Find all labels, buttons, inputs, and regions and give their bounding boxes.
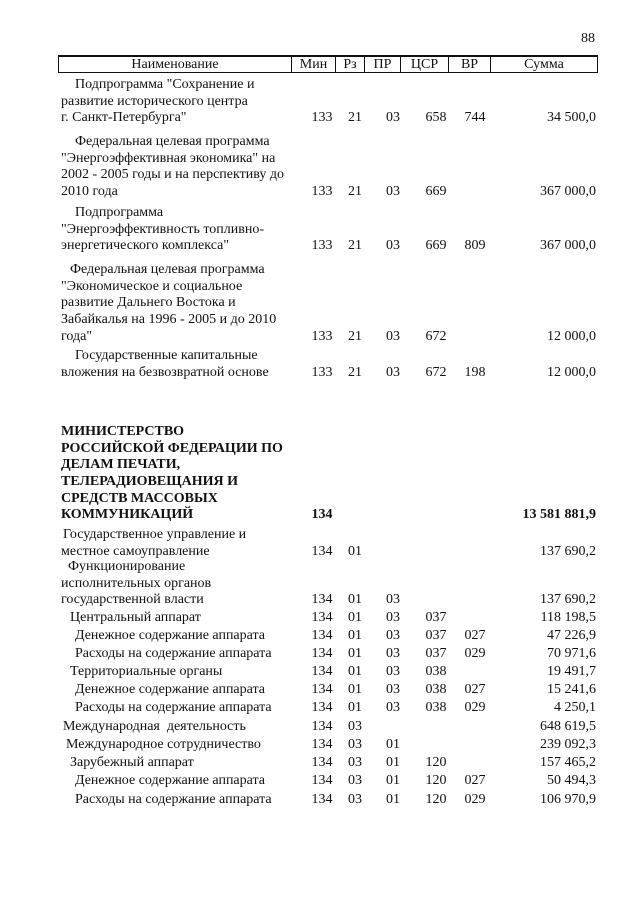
cell-min: 133 (311, 328, 333, 344)
cell-min: 134 (311, 507, 333, 523)
row-name-line: Государственное управление и (63, 527, 247, 542)
cell-sum: 367 000,0 (540, 184, 596, 200)
cell-min: 133 (311, 238, 333, 254)
row-name-line: энергетического комплекса" (61, 238, 230, 254)
row-name-line: Федеральная целевая программа (75, 134, 270, 149)
cell-vr: 198 (464, 364, 486, 380)
cell-rz: 01 (348, 682, 362, 697)
cell-csr: 038 (425, 682, 447, 697)
cell-sum: 4 250,1 (554, 700, 596, 715)
cell-pr: 01 (386, 792, 400, 807)
cell-pr: 03 (386, 184, 400, 200)
cell-rz: 03 (348, 792, 362, 807)
row-name-line: государственной власти (61, 592, 204, 608)
cell-pr: 03 (386, 364, 400, 380)
cell-sum: 12 000,0 (547, 328, 596, 344)
row-name (61, 646, 293, 663)
table-row (0, 262, 640, 345)
cell-pr: 03 (386, 592, 400, 608)
row-name-line: "Энергоэффективная экономика" на (61, 150, 276, 166)
row-name-line: Расходы на содержание аппарата (75, 646, 272, 661)
cell-csr: 672 (425, 364, 447, 380)
header-pr: ПР (364, 57, 400, 72)
cell-min: 134 (311, 700, 333, 715)
row-name-line: Территориальные органы (70, 664, 223, 679)
row-name-line: КОММУНИКАЦИЙ (61, 507, 194, 523)
row-name-line: 2002 - 2005 годы и на перспективу до (61, 167, 284, 183)
row-name (61, 527, 293, 560)
cell-sum: 118 198,5 (540, 610, 596, 625)
cell-pr: 01 (386, 773, 400, 788)
header-sum: Сумма (490, 57, 597, 72)
cell-rz: 01 (348, 700, 362, 715)
row-name-line: Расходы на содержание аппарата (75, 700, 272, 715)
row-name-line: Центральный аппарат (70, 610, 201, 625)
cell-sum: 19 491,7 (547, 664, 596, 679)
cell-pr: 03 (386, 328, 400, 344)
cell-rz: 21 (348, 328, 362, 344)
table-row (0, 773, 640, 790)
cell-rz: 03 (348, 773, 362, 788)
cell-csr: 120 (425, 773, 447, 788)
table-row (0, 792, 640, 809)
cell-pr: 03 (386, 610, 400, 625)
row-name (61, 77, 293, 127)
row-name-line: Функционирование (68, 559, 186, 574)
cell-pr: 03 (386, 700, 400, 715)
row-name (61, 424, 293, 524)
row-name-line: Подпрограмма "Сохранение и (75, 77, 255, 92)
row-name (61, 700, 293, 717)
cell-rz: 03 (348, 755, 362, 770)
cell-min: 134 (311, 682, 333, 697)
header-csr: ЦСР (400, 57, 448, 72)
cell-min: 134 (311, 543, 333, 559)
cell-csr: 120 (425, 792, 447, 807)
cell-csr: 037 (425, 628, 447, 643)
cell-rz: 21 (348, 184, 362, 200)
cell-min: 133 (311, 110, 333, 126)
cell-min: 134 (311, 592, 333, 608)
table-row (0, 700, 640, 717)
cell-rz: 21 (348, 364, 362, 380)
row-name-line: 2010 года (61, 184, 118, 200)
cell-sum: 50 494,3 (547, 773, 596, 788)
cell-sum: 137 690,2 (540, 592, 596, 608)
cell-min: 134 (311, 755, 333, 770)
table-row (0, 205, 640, 255)
row-name (61, 737, 293, 754)
cell-vr: 027 (464, 628, 486, 643)
row-name-line: РОССИЙСКОЙ ФЕДЕРАЦИИ ПО (61, 440, 283, 456)
cell-min: 133 (311, 184, 333, 200)
cell-csr: 120 (425, 755, 447, 770)
row-name-line: "Энергоэффективность топливно- (61, 221, 264, 237)
row-name-line: Денежное содержание аппарата (75, 773, 266, 788)
cell-sum: 367 000,0 (540, 238, 596, 254)
cell-sum: 106 970,9 (540, 792, 596, 807)
cell-rz: 03 (348, 719, 362, 734)
table-row (0, 559, 640, 609)
cell-pr: 03 (386, 238, 400, 254)
cell-csr: 037 (425, 610, 447, 625)
table-row (0, 664, 640, 681)
row-name (61, 628, 293, 645)
cell-sum: 34 500,0 (547, 110, 596, 126)
row-name (61, 773, 293, 790)
table-row (0, 737, 640, 754)
cell-csr: 672 (425, 328, 447, 344)
table-row (0, 646, 640, 663)
cell-pr: 03 (386, 682, 400, 697)
row-name (61, 719, 293, 736)
row-name-line: ТЕЛЕРАДИОВЕЩАНИЯ И (61, 474, 238, 490)
cell-rz: 01 (348, 610, 362, 625)
table-row (0, 719, 640, 736)
row-name-line: развитие Дальнего Востока и (61, 295, 236, 311)
cell-sum: 239 092,3 (540, 737, 596, 752)
cell-min: 134 (311, 646, 333, 661)
cell-min: 134 (311, 719, 333, 734)
cell-min: 134 (311, 628, 333, 643)
row-name-line: развитие исторического центра (61, 93, 248, 109)
cell-rz: 01 (348, 664, 362, 679)
cell-sum: 157 465,2 (540, 755, 596, 770)
cell-rz: 01 (348, 543, 362, 559)
cell-vr: 029 (464, 700, 486, 715)
cell-rz: 03 (348, 737, 362, 752)
table-row (0, 755, 640, 772)
cell-min: 134 (311, 610, 333, 625)
cell-min: 134 (311, 737, 333, 752)
row-name (61, 755, 293, 772)
cell-sum: 13 581 881,9 (522, 507, 596, 523)
cell-pr: 03 (386, 646, 400, 661)
cell-vr: 809 (464, 238, 486, 254)
table-row (0, 628, 640, 645)
row-name-line: местное самоуправление (61, 543, 210, 559)
cell-vr: 029 (464, 646, 486, 661)
cell-pr: 03 (386, 110, 400, 126)
cell-csr: 038 (425, 664, 447, 679)
cell-vr: 027 (464, 773, 486, 788)
table-row (0, 424, 640, 524)
cell-csr: 038 (425, 700, 447, 715)
cell-pr: 01 (386, 755, 400, 770)
row-name-line: исполнительных органов (61, 575, 212, 591)
row-name (61, 682, 293, 699)
cell-vr: 744 (464, 110, 486, 126)
cell-csr: 658 (425, 110, 447, 126)
table-row (0, 348, 640, 381)
cell-min: 133 (311, 364, 333, 380)
cell-sum: 12 000,0 (547, 364, 596, 380)
cell-sum: 137 690,2 (540, 543, 596, 559)
row-name-line: года" (61, 328, 93, 344)
row-name-line: МИНИСТЕРСТВО (61, 424, 185, 439)
cell-pr: 03 (386, 664, 400, 679)
row-name-line: Государственные капитальные (75, 348, 258, 363)
cell-rz: 01 (348, 592, 362, 608)
row-name-line: "Экономическое и социальное (61, 278, 243, 294)
cell-csr: 037 (425, 646, 447, 661)
cell-pr: 01 (386, 737, 400, 752)
page-number: 88 (581, 31, 595, 46)
cell-pr: 03 (386, 628, 400, 643)
row-name (61, 348, 293, 381)
table-row (0, 527, 640, 560)
cell-csr: 669 (425, 238, 447, 254)
row-name (61, 134, 293, 201)
header-name: Наименование (131, 57, 219, 72)
row-name (61, 205, 293, 255)
cell-rz: 01 (348, 628, 362, 643)
header-min: Мин (291, 57, 335, 72)
row-name-line: Международное сотрудничество (66, 737, 261, 752)
header-vr: ВР (448, 57, 490, 72)
row-name-line: Расходы на содержание аппарата (75, 792, 272, 807)
row-name-line: СРЕДСТВ МАССОВЫХ (61, 490, 218, 506)
cell-sum: 648 619,5 (540, 719, 596, 734)
table-row (0, 77, 640, 127)
cell-rz: 01 (348, 646, 362, 661)
row-name-line: Федеральная целевая программа (70, 262, 265, 277)
row-name-line: Денежное содержание аппарата (75, 628, 266, 643)
cell-min: 134 (311, 664, 333, 679)
table-row (0, 134, 640, 201)
cell-rz: 21 (348, 110, 362, 126)
table-row (0, 610, 640, 627)
cell-rz: 21 (348, 238, 362, 254)
cell-sum: 47 226,9 (547, 628, 596, 643)
row-name (61, 792, 293, 809)
cell-sum: 15 241,6 (547, 682, 596, 697)
row-name-line: Забайкалья на 1996 - 2005 и до 2010 (61, 312, 277, 328)
row-name (61, 664, 293, 681)
row-name (61, 262, 293, 345)
cell-sum: 70 971,6 (547, 646, 596, 661)
row-name-line: Международная деятельность (63, 719, 246, 734)
cell-min: 134 (311, 773, 333, 788)
row-name-line: Зарубежный аппарат (70, 755, 194, 770)
row-name-line: Денежное содержание аппарата (75, 682, 266, 697)
row-name-line: Подпрограмма (75, 205, 164, 220)
row-name-line: ДЕЛАМ ПЕЧАТИ, (61, 457, 181, 473)
row-name-line: г. Санкт-Петербурга" (61, 110, 187, 126)
row-name (61, 610, 293, 627)
table-row (0, 682, 640, 699)
cell-vr: 027 (464, 682, 486, 697)
cell-min: 134 (311, 792, 333, 807)
header-rz: Рз (335, 57, 364, 72)
row-name (61, 559, 293, 609)
cell-csr: 669 (425, 184, 447, 200)
row-name-line: вложения на безвозвратной основе (61, 364, 269, 380)
cell-vr: 029 (464, 792, 486, 807)
